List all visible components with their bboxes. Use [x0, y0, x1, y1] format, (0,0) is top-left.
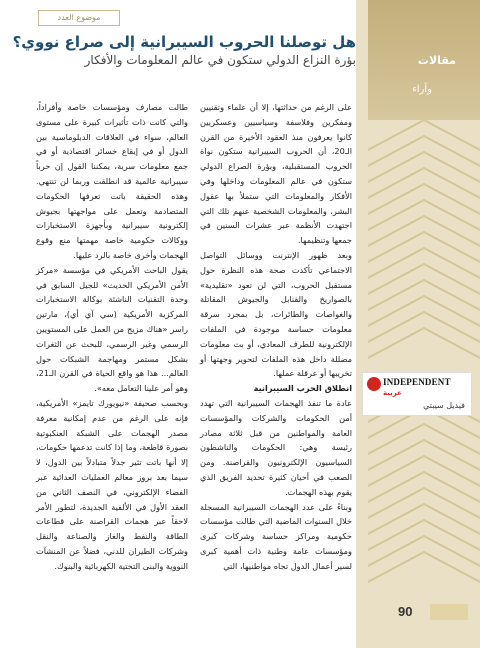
subheading: انطلاق الحرب السيبرانية	[253, 383, 352, 394]
paragraph: وبناءً على عدد الهجمات السيبرانية المسجلة خلال السنوات الماضية التي طالت مؤسسات حكومية ومراكز حساسة وشركات كبرى ومؤسسات عامة وطنية ذات أهمية كبرى لسير أعمال الدول تجاه مواطنيها، التي	[200, 501, 352, 571]
section-sub-label: وآراء	[412, 84, 432, 95]
page-number: 90	[398, 604, 413, 619]
paragraph: وبحسب صحيفة «نيويورك تايمز» الأمريكية، فإنه على الرغم من عدم إمكانية معرفة مصدر الهجمات على الشبكة العنكبوتية بصورة قاطعة، وما إذا كانت تدعمها حكومات، إلا أنها باتت تثير جدلاً متبادلاً بين الدول، لا سيما بعد بروز معالم العمليات العدائية عبر الفضاء الإلكتروني، في النصف الثاني من العقد الأول في الألفية الجديدة، لتطور الأمر لاحقاً عبر هجمات القراصنة على قطاعات الطاقة والنفط والغاز والصناعة والنقل وشركات الطيران للدني، فضلاً عن المنشآت النووية والبنى التحتية الكهربائية والبنوك.	[36, 397, 188, 571]
paragraph: طالت مصارف ومؤسسات خاصة وأفراداً، والتي كانت ذات تأثيرات كبيرة على مستوى العالم، سواء في العلاقات الدبلوماسية بين الدول أو في إيقاع خسائر اقتصادية أو في جمع معلومات سرية، يمكننا القول إن حرباً سيبرانية عالمية قد انطلقت وربما لن تنتهي. وهذه الحقيقة باتت تعرفها الحكومات المتصادمة وتعمل على مواجهتها بجيوش إلكترونية سيبرانية وبأجهزة الاستخبارات ووكالات حكومية خاصة مهمتها منع وقوع الهجمات وأخرى خاصة بالرد عليها.	[36, 102, 188, 260]
publication-name-arabic: عربية	[383, 389, 402, 397]
paragraph: يقول الباحث الأمريكي في مؤسسة «مركز الأمن الأمريكي الحديث» للجيل السابق في وحدة التقنيات الناشئة بوكالة الاستخبارات المركزية الأمريكية (سي آي أي)، مارتين راسر «هناك مزيج من العمل على المستويين الرسمي وغير الرسمي، للبحث عن الثغرات بشكل مستمر ومهاجمة الشبكات حول العالم... هذا هو واقع الحياة في القرن الـ21، وهو أمر علينا التعامل معه».	[36, 264, 188, 394]
paragraph: وبعد ظهور الإنترنت ووسائل التواصل الاجتماعي تأكدت صحة هذه النظرة حول مستقبل الحروب، التي لن تعود «تقليدية» بالصواريخ والقنابل والجيوش المقاتلة والغواصات والطائرات، بل بمجرد سرقة معلومات حساسة موجودة في الملفات الإلكترونية للطرف المعادي، أو بث معلومات مضللة داخل هذه الملفات لتحوير وجهتها أو تخريبها أو عرقلة عملها.	[200, 249, 352, 379]
paragraph: عادة ما تنفذ الهجمات السيبرانية التي تهدد أمن الحكومات والشركات والمؤسسات العامة والمواطنين من قبل ثلاثة مصادر رئيسة وهي: الحكومات والناشطون السياسيون الإلكترونيون والقراصنة. ومن الصعب في أحيان كثيرة تحديد الفريق الذي يقوم بهذه الهجمات.	[200, 397, 352, 497]
body-column-left	[36, 100, 188, 574]
page-number-marker	[430, 604, 468, 620]
section-label: مقالات	[417, 54, 456, 67]
issue-topic-tag: موضوع العدد	[38, 10, 120, 26]
decorative-side-panel	[356, 0, 480, 648]
article-title: هل توصلنا الحروب السيبرانية إلى صراع نووي؟	[12, 33, 356, 51]
article-headline	[12, 32, 356, 68]
publication-name: INDEPENDENT	[383, 377, 451, 387]
independent-logo-icon	[367, 377, 381, 391]
body-column-right	[200, 100, 352, 574]
author-name: فيديل سيبتي	[423, 401, 465, 410]
paragraph: على الرغم من حداثتها، إلا أن علماء وتقنيين ومفكرين وفلاسفة وسياسيين وعسكريين كانوا يعرفون منذ العقود الأخيرة من القرن الـ20، أن الحروب السيبرانية ستكون نواة الحروب المستقبلية، وبؤرة الصراع الدولي ستكون في عالم المعلومات وداخلها وفي الأفكار والمعلومات التي ستملأ بها عقول البشر، والمعلومات الشخصية عنهم تلك التي اجتهدت الأنظمة عبر عشرات السنين في جمعها وتنظيمها.	[200, 102, 352, 246]
source-logo-box	[362, 372, 472, 416]
article-subtitle: بؤرة النزاع الدولي ستكون في عالم المعلومات والأفكار	[84, 53, 356, 67]
